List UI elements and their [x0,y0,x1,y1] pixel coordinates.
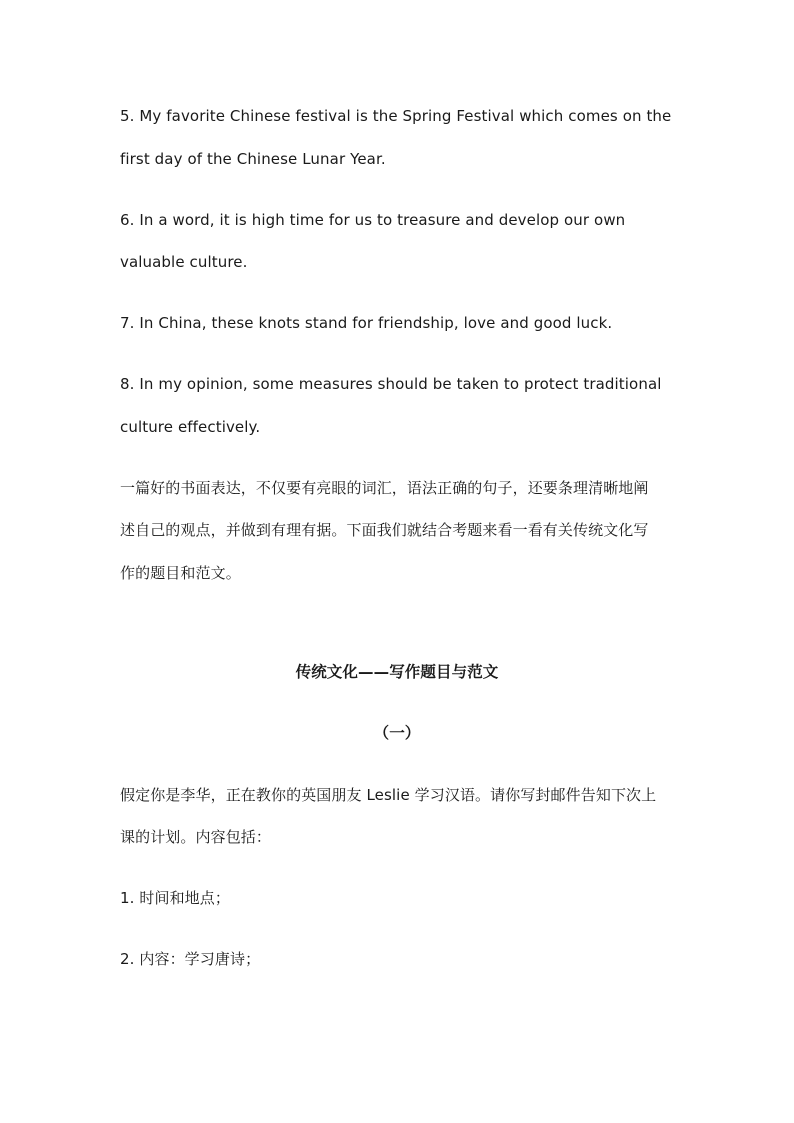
task-item-1: 1. 时间和地点； [120,889,230,907]
sentence-5-line-1: 5. My favorite Chinese festival is the Spring Festival which comes on the [120,107,672,125]
sentence-8-line-2: culture effectively. [120,418,261,436]
intro-line-1: 一篇好的书面表达，不仅要有亮眼的词汇，语法正确的句子，还要条理清晰地阐 [120,479,649,497]
task-item-2: 2. 内容：学习唐诗； [120,950,261,968]
sentence-5-line-2: first day of the Chinese Lunar Year. [120,150,386,168]
sentence-6-line-1: 6. In a word, it is high time for us to treasure and develop our own [120,211,626,229]
section-number: （一） [373,724,421,742]
section-title: 传统文化——写作题目与范文 [295,663,499,681]
intro-line-2: 述自己的观点，并做到有理有据。下面我们就结合考题来看一看有关传统文化写 [120,521,649,539]
task-line-2: 课的计划。内容包括： [120,828,272,846]
sentence-6-line-2: valuable culture. [120,253,248,271]
intro-line-3: 作的题目和范文。 [120,564,241,582]
task-line-1: 假定你是李华，正在教你的英国朋友 Leslie 学习汉语。请你写封邮件告知下次上 [120,786,657,804]
sentence-7-line-1: 7. In China, these knots stand for friendship, love and good luck. [120,314,613,332]
sentence-8-line-1: 8. In my opinion, some measures should be taken to protect traditional [120,375,662,393]
